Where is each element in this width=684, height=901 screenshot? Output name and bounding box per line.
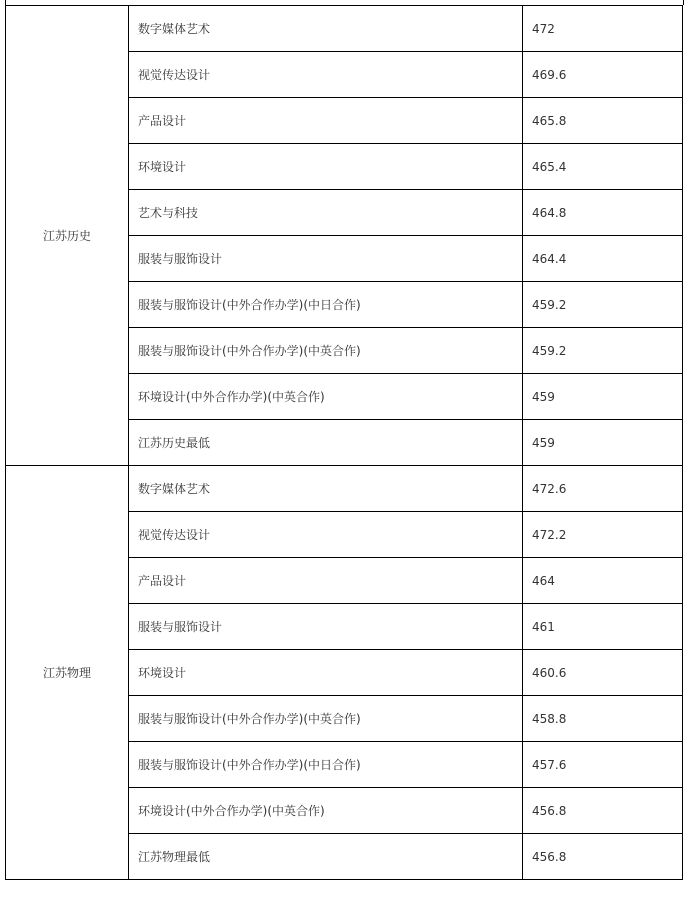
major-cell: 产品设计 xyxy=(129,558,523,604)
score-cell: 465.4 xyxy=(523,144,683,190)
major-cell: 环境设计 xyxy=(129,144,523,190)
score-cell: 456.8 xyxy=(523,788,683,834)
major-cell: 环境设计(中外合作办学)(中英合作) xyxy=(129,374,523,420)
score-cell: 472.6 xyxy=(523,466,683,512)
major-cell: 服装与服饰设计(中外合作办学)(中日合作) xyxy=(129,282,523,328)
major-cell: 服装与服饰设计(中外合作办学)(中日合作) xyxy=(129,742,523,788)
major-cell: 视觉传达设计 xyxy=(129,52,523,98)
score-cell: 461 xyxy=(523,604,683,650)
score-cell: 458.8 xyxy=(523,696,683,742)
group-cell: 江苏物理 xyxy=(6,466,129,880)
major-cell: 环境设计(中外合作办学)(中英合作) xyxy=(129,788,523,834)
score-cell: 457.6 xyxy=(523,742,683,788)
major-cell: 服装与服饰设计 xyxy=(129,236,523,282)
score-cell: 465.8 xyxy=(523,98,683,144)
score-cell: 472 xyxy=(523,6,683,52)
score-cell: 464.4 xyxy=(523,236,683,282)
score-cell: 472.2 xyxy=(523,512,683,558)
table-row xyxy=(6,6,683,52)
major-cell: 环境设计 xyxy=(129,650,523,696)
major-cell: 服装与服饰设计(中外合作办学)(中英合作) xyxy=(129,696,523,742)
major-cell: 数字媒体艺术 xyxy=(129,6,523,52)
major-cell: 江苏物理最低 xyxy=(129,834,523,880)
score-cell: 459.2 xyxy=(523,328,683,374)
score-cell: 460.6 xyxy=(523,650,683,696)
major-cell: 产品设计 xyxy=(129,98,523,144)
score-cell: 464.8 xyxy=(523,190,683,236)
score-cell: 459 xyxy=(523,374,683,420)
score-table xyxy=(5,5,683,880)
score-cell: 459 xyxy=(523,420,683,466)
major-cell: 服装与服饰设计(中外合作办学)(中英合作) xyxy=(129,328,523,374)
score-cell: 456.8 xyxy=(523,834,683,880)
score-cell: 464 xyxy=(523,558,683,604)
major-cell: 艺术与科技 xyxy=(129,190,523,236)
major-cell: 数字媒体艺术 xyxy=(129,466,523,512)
major-cell: 服装与服饰设计 xyxy=(129,604,523,650)
major-cell: 视觉传达设计 xyxy=(129,512,523,558)
table-row xyxy=(6,466,683,512)
major-cell: 江苏历史最低 xyxy=(129,420,523,466)
group-cell: 江苏历史 xyxy=(6,6,129,466)
score-cell: 469.6 xyxy=(523,52,683,98)
score-cell: 459.2 xyxy=(523,282,683,328)
